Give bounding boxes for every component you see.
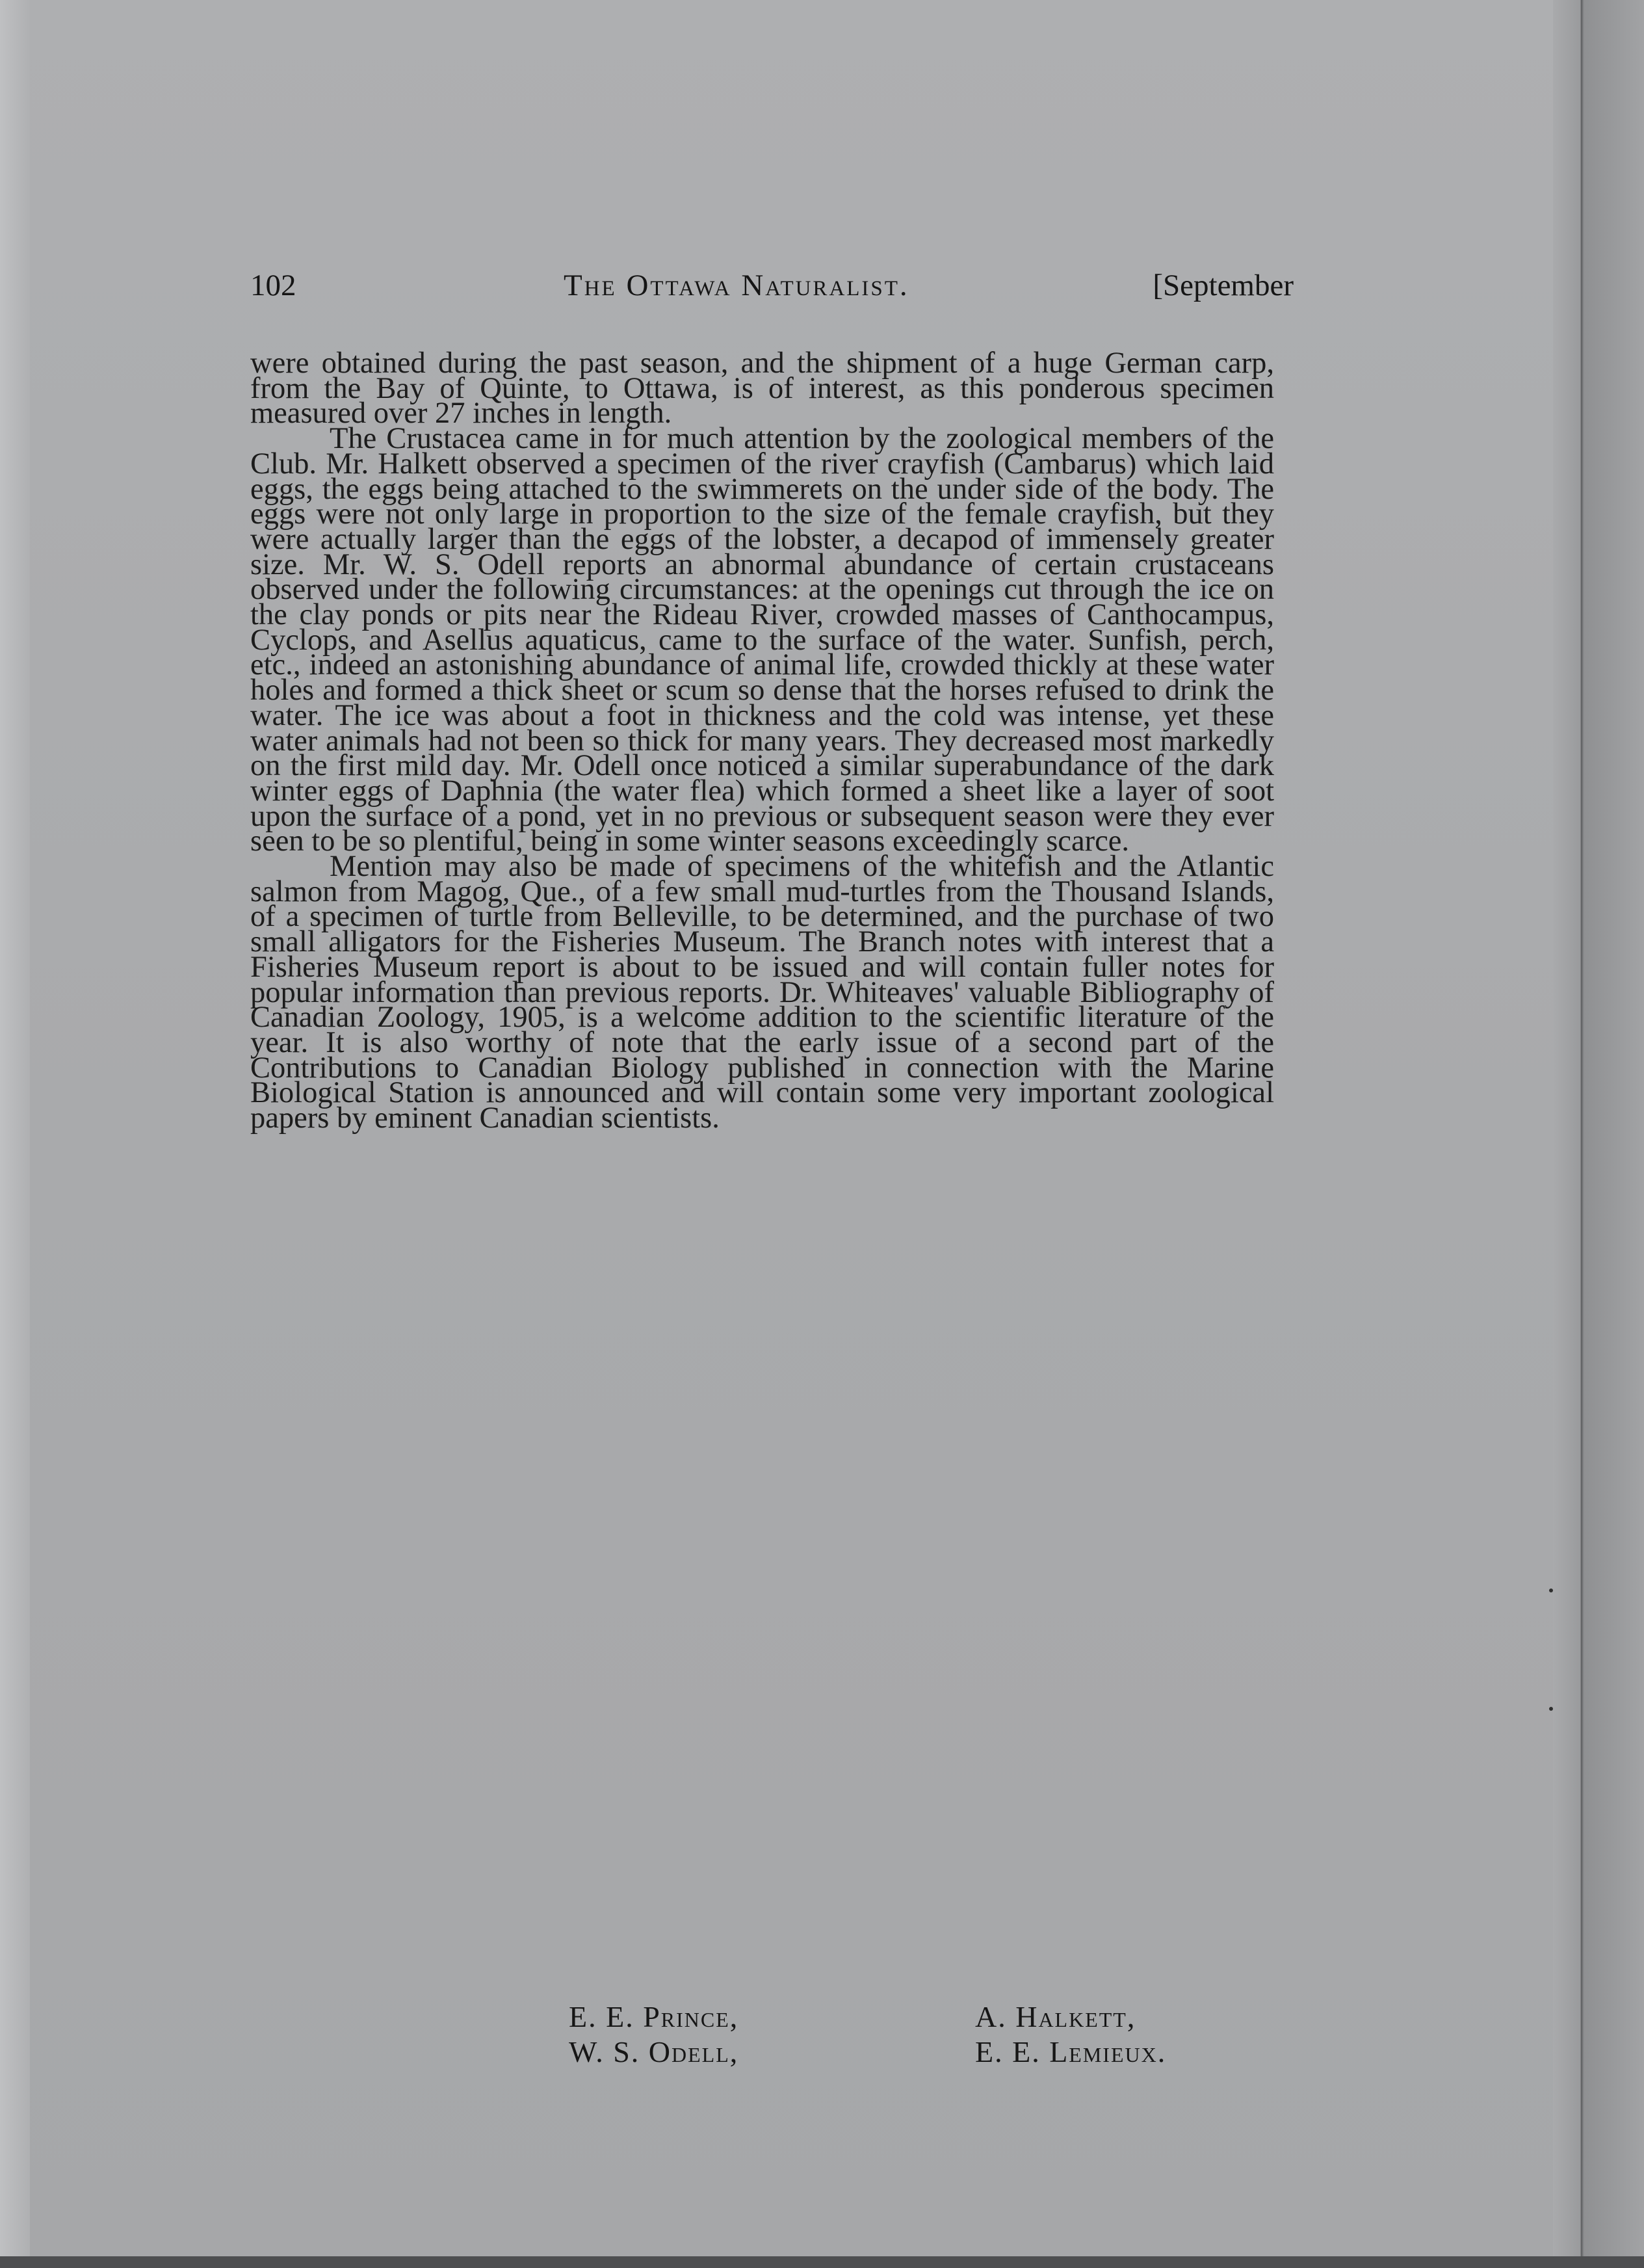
signature-halkett: A. Halkett,: [975, 2000, 1136, 2033]
scan-speck: [1549, 1589, 1553, 1592]
page-right-edge-binding: [1553, 0, 1644, 2268]
signature-prince: E. E. Prince,: [569, 2000, 739, 2033]
signatures-right-column: [975, 1999, 1166, 2070]
paragraph-crustacea: The Crustacea came in for much attention by the zoological members of the Club. Mr. Halkett observed a specimen of the river crayfish (Cambarus) which laid eggs, the eggs being attached to the swimmerets on the under side of the body. The eggs were not only large in proportion to the size of the female crayfish, but they were actually larger than the eggs of the lobster, a decapod of immensely greater size. Mr. W. S. Odell reports an abnormal abundance of certain crustaceans observed under the following circumstances: at the openings cut through the ice on the clay ponds or pits near the Rideau River, crowded masses of Canthocampus, Cyclops, and Asellus aquaticus, came to the surface of the water. Sunfish, perch, etc., indeed an astonishing abundance of animal life, crowded thickly at these water holes and formed a thick sheet or scum so dense that the horses refused to drink the water. The ice was about a foot in thickness and the cold was intense, yet these water animals had not been so thick for many years. They decreased most markedly on the first mild day. Mr. Odell once noticed a similar superabundance of the dark winter eggs of Daphnia (the water flea) which formed a sheet like a layer of soot upon the surface of a pond, yet in no previous or subsequent season were they ever seen to be so plentiful, being in some winter seasons exceedingly scarce.: [250, 422, 1274, 858]
page-bottom-edge: [0, 2256, 1644, 2268]
article-body: [250, 347, 1274, 1135]
paragraph-continuation: were obtained during the past season, and the shipment of a huge German carp, from the Bay of Quinte, to Ottawa, is of interest, as this ponderous specimen measured over 27 inches in length.: [250, 347, 1274, 430]
signature-odell: W. S. Odell,: [569, 2035, 739, 2068]
page-number: 102: [250, 269, 296, 302]
page-left-margin-shadow: [0, 0, 30, 2268]
issue-month: [September: [1153, 269, 1294, 302]
signature-lemieux: E. E. Lemieux.: [975, 2035, 1167, 2068]
running-header: [250, 268, 1294, 313]
scan-speck: [1549, 1707, 1553, 1711]
signatures-left-column: [569, 1999, 738, 2070]
paragraph-specimens: Mention may also be made of specimens of the whitefish and the Atlantic salmon from Magog, Que., of a few small mud-turtles from the Thousand Islands, of a specimen of turtle from Belleville, to be determined, and the purchase of two small alligators for the Fisheries Museum. The Branch notes with interest that a Fisheries Museum report is about to be issued and will contain fuller notes for popular information than previous reports. Dr. Whiteaves' valuable Bibliography of Canadian Zoology, 1905, is a welcome addition to the scientific literature of the year. It is also worthy of note that the early issue of a second part of the Contributions to Canadian Biology published in connection with the Marine Biological Station is announced and will contain some very important zoological papers by eminent Canadian scientists.: [250, 850, 1274, 1135]
journal-title: The Ottawa Naturalist.: [564, 269, 909, 302]
